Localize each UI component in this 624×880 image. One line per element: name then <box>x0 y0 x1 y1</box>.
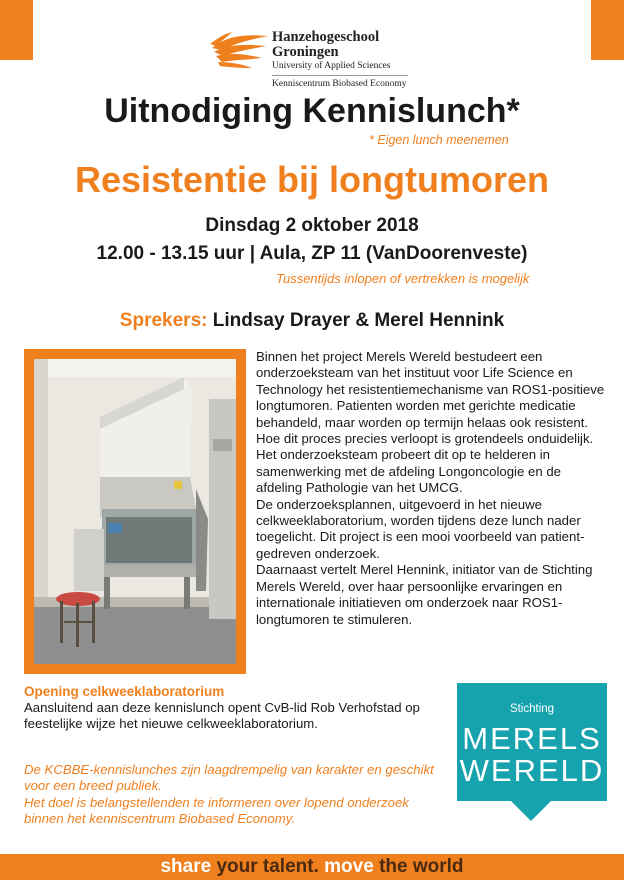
body-paragraph: Het onderzoeksteam probeert dit op te helderen in samenwerking met de afdeling Longoncologie en de afdeling Pathologie van het UMCG. <box>256 447 561 496</box>
page-subtitle: Resistentie bij longtumoren <box>74 159 550 200</box>
event-date: Dinsdag 2 oktober 2018 <box>205 215 419 236</box>
logo-divider <box>272 75 408 76</box>
body-paragraph: Daarnaast vertelt Merel Hennink, initiator van de Stichting Merels Wereld, over haar persoonlijke ervaringen en internationale initiatieven om onderzoek naar ROS1-longtumoren te stimuleren. <box>256 562 593 627</box>
opening-text: Aansluitend aan deze kennislunch opent CvB-lid Rob Verhofstad op feestelijke wijze het nieuwe celkweeklaboratorium. <box>24 700 420 732</box>
logo-name: Hanzehogeschool Groningen <box>272 29 380 60</box>
kcbbe-note <box>24 762 444 828</box>
tagline-bar <box>0 854 624 880</box>
speakers-names: Lindsay Drayer & Merel Hennink <box>212 310 505 331</box>
event-time-location: 12.00 - 13.15 uur | Aula, ZP 11 (VanDoorenveste) <box>96 243 528 264</box>
walk-in-note: Tussentijds inlopen of vertrekken is mogelijk <box>276 271 530 286</box>
tagline-talent: your talent. <box>216 856 319 877</box>
tagline-move: move <box>324 856 374 877</box>
logo-centre: Kenniscentrum Biobased Economy <box>272 79 407 89</box>
kcbbe-line: De KCBBE-kennislunches zijn laagdrempelig van karakter en geschikt voor een breed publiek. <box>24 762 434 794</box>
merels-wereld-logo <box>457 683 607 801</box>
merels-stichting-label: Stichting <box>509 703 555 715</box>
page-title: Uitnodiging Kennislunch* <box>104 92 520 130</box>
opening-title: Opening celkweeklaboratorium <box>24 684 225 699</box>
tagline-share: share <box>160 856 212 877</box>
accent-bar-right <box>591 0 624 60</box>
speakers-line <box>0 310 624 332</box>
hanze-flame-icon <box>208 28 270 72</box>
tagline-world: the world <box>379 856 464 877</box>
lunch-note: * Eigen lunch meenemen <box>369 133 509 147</box>
photo-frame <box>24 349 246 674</box>
wereld-word: WERELD <box>459 753 605 788</box>
hanze-logo <box>208 28 418 90</box>
logo-subtitle: University of Applied Sciences <box>272 61 391 71</box>
accent-bar-left <box>0 0 33 60</box>
body-text <box>256 349 608 628</box>
merels-word: MERELS <box>462 721 602 756</box>
body-paragraph: De onderzoeksplannen, uitgevoerd in het nieuwe celkweeklaboratorium, worden tijdens deze lunch nader toegelicht. Dit project is een mooi voorbeeld van patient-gedreven onderzoek. <box>256 496 585 561</box>
merels-logo-pointer <box>511 801 551 821</box>
body-paragraph: Binnen het project Merels Wereld bestudeert een onderzoeksteam van het instituut voor Life Science en Technology het resistentiemechanisme van ROS1-positieve longtumoren. Patienten worden met gerichte medicatie behandeld, maar worden op termijn helaas ook resistent. Hoe dit proces precies verloopt is grotendeels onduidelijk. <box>256 349 605 447</box>
speakers-label: Sprekers: <box>119 310 208 331</box>
lab-photo <box>34 359 236 664</box>
kcbbe-line: Het doel is belangstellenden te informeren over lopend onderzoek binnen het kenniscentrum Biobased Economy. <box>24 794 409 827</box>
